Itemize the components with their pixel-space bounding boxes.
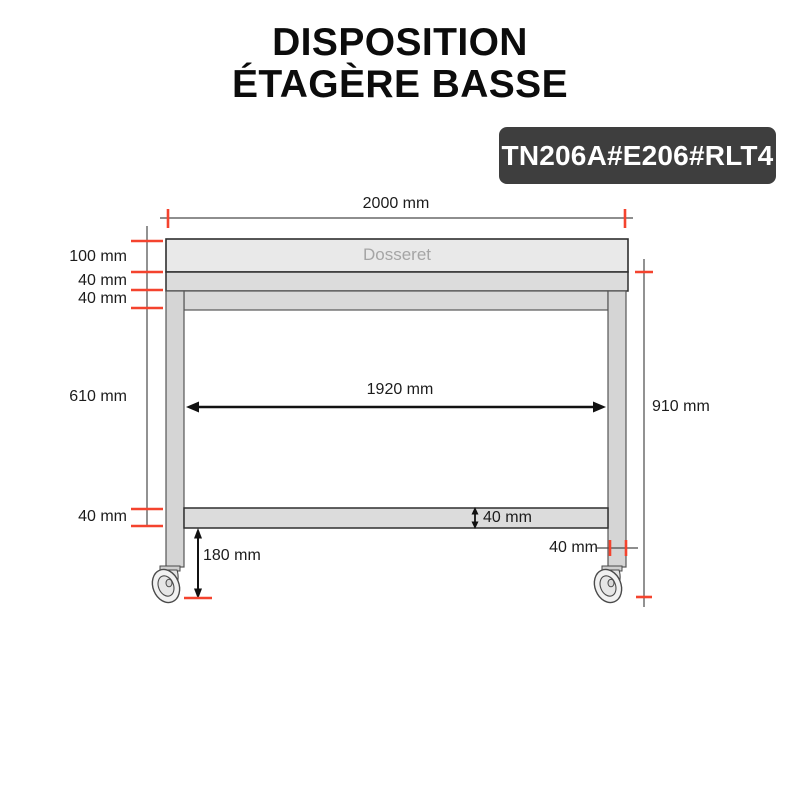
title-line-2: ÉTAGÈRE BASSE [231, 63, 569, 106]
right-leg [608, 291, 626, 567]
dim-overall-height: 910 mm [652, 398, 710, 415]
dosseret-label: Dosseret [362, 245, 432, 264]
dim-worktop-thickness: 40 mm [78, 272, 127, 289]
title-line-1: DISPOSITION [272, 21, 528, 64]
left-leg [166, 291, 184, 567]
dim-shelf-thickness-left: 40 mm [78, 508, 127, 525]
dim-total-width: 2000 mm [362, 195, 430, 212]
left-caster-wheel-icon [148, 565, 185, 606]
worktop-edge [166, 272, 628, 291]
arrowhead-left-icon [186, 402, 199, 413]
right-caster-wheel-icon [590, 565, 627, 606]
dim-inner-width: 1920 mm [366, 381, 434, 398]
dim-leg-clearance: 610 mm [69, 388, 127, 405]
dim-shelf-thickness: 40 mm [483, 509, 532, 526]
dim-dosseret-height: 100 mm [69, 248, 127, 265]
arrowhead-up-icon [194, 528, 202, 539]
lower-shelf [184, 508, 608, 528]
arrowhead-right-icon [593, 402, 606, 413]
product-reference-text: TN206A#E206#RLT4 [501, 139, 774, 171]
dim-leg-width: 40 mm [549, 539, 598, 556]
dim-frame-rail-height: 40 mm [78, 290, 127, 307]
frame-rail [184, 291, 608, 310]
dim-caster-height: 180 mm [203, 547, 261, 564]
